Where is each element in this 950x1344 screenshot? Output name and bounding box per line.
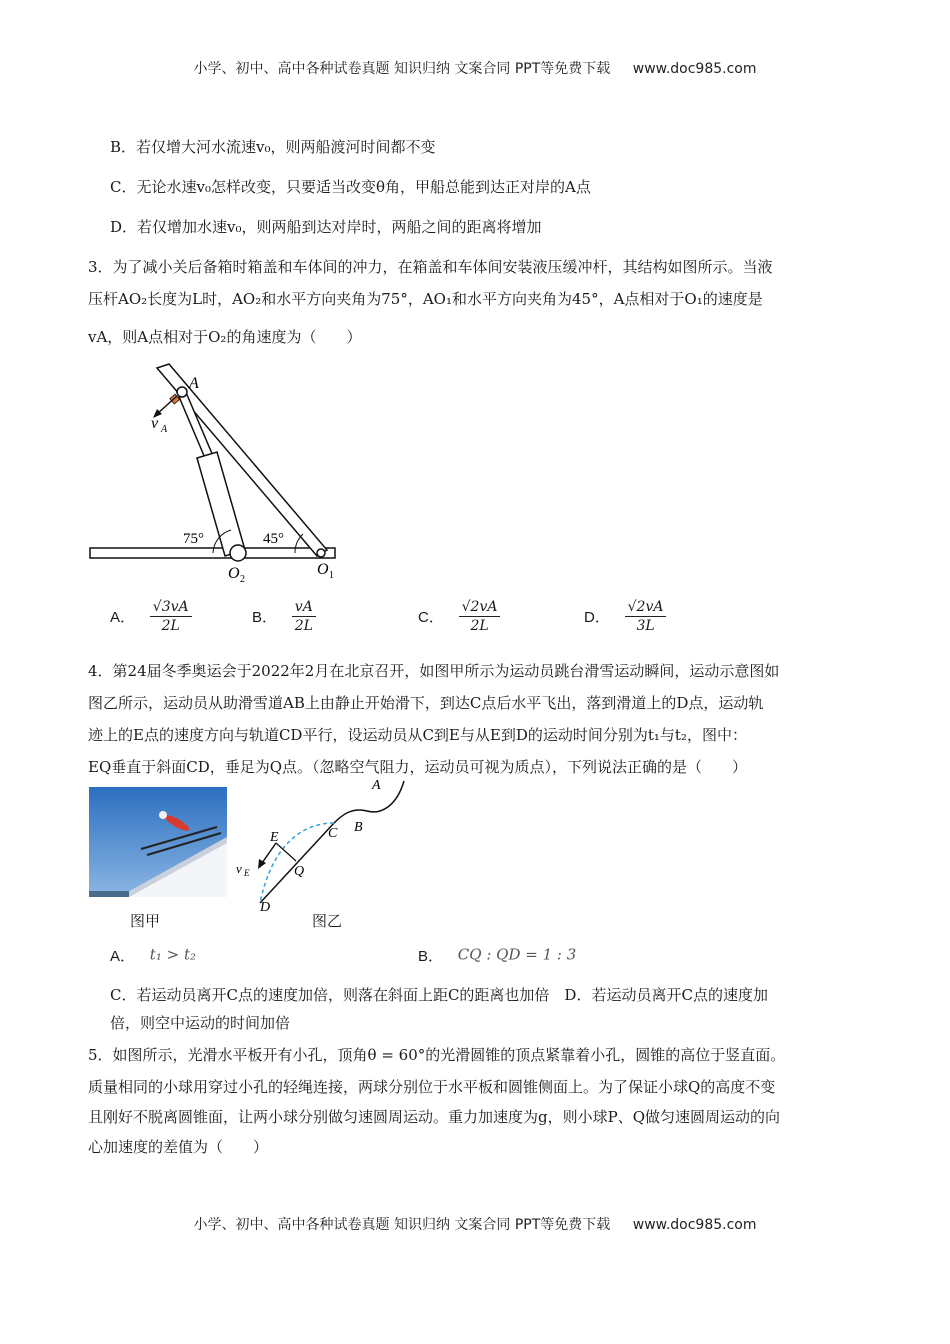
label-d: D: [260, 900, 271, 915]
ve-arrow-head: [258, 859, 266, 869]
caption-fig-jia: 图甲: [130, 912, 161, 930]
label-ve-sub: E: [244, 868, 250, 878]
label-b: B: [354, 820, 363, 835]
choice-label: D．: [584, 609, 610, 626]
choice-expression: CQ : QD = 1 : 3: [457, 945, 577, 964]
q4-stem-line3: 迹上的E点的速度方向与轨道CD平行，设运动员从C到E与从E到D的运动时间分别为t₁与t₂，图中：: [88, 726, 747, 744]
q4-choice-b[interactable]: [418, 945, 576, 966]
q3-choice-a[interactable]: [110, 598, 192, 635]
pivot-a: [177, 387, 187, 397]
pivot-o1: [317, 549, 325, 557]
fraction-numerator: √2vA: [625, 598, 667, 617]
q5-stem-line1: 5．如图所示，光滑水平板开有小孔，顶角θ = 60°的光滑圆锥的顶点紧靠着小孔，圆锥的高位于竖直面。: [88, 1046, 786, 1064]
choice-fraction: [150, 598, 192, 635]
q3-choice-d[interactable]: [584, 598, 666, 635]
q4-option-cd-line1: C．若运动员离开C点的速度加倍，则落在斜面上距C的距离也加倍 D．若运动员离开C点的速度加: [110, 986, 768, 1004]
page-footer: [0, 1214, 950, 1234]
base-bar: [90, 548, 335, 558]
label-ve: v: [236, 861, 242, 876]
q3-stem-line1: 3．为了减小关后备箱时箱盖和车体间的冲力，在箱盖和车体间安装液压缓冲杆，其结构如图所示。当液: [88, 258, 773, 276]
q3-stem-line2: 压杆AO₂长度为L时，AO₂和水平方向夹角为75°，AO₁和水平方向夹角为45°，A点相对于O₁的速度是: [88, 290, 763, 308]
label-o1: O: [317, 561, 329, 578]
ramp-curve-ab: [334, 781, 404, 823]
ve-arrow-line: [262, 843, 276, 863]
fraction-numerator: vA: [292, 598, 316, 617]
choice-fraction: [625, 598, 667, 635]
label-o2-sub: 2: [240, 574, 245, 585]
velocity-arrow-line: [157, 396, 177, 414]
label-o2: O: [228, 565, 240, 582]
choice-expression: t₁ > t₂: [149, 945, 196, 964]
q3-stem-line3: vA，则A点相对于O₂的角速度为（ ）: [88, 328, 362, 346]
choice-label: A．: [110, 609, 136, 626]
label-45: 45°: [263, 531, 284, 547]
label-q: Q: [294, 864, 305, 879]
q4-choice-a[interactable]: [110, 945, 196, 966]
label-o1-sub: 1: [329, 570, 334, 581]
q5-stem-line3: 且刚好不脱离圆锥面，让两小球分别做匀速圆周运动。重力加速度为g，则小球P、Q做匀速圆周运动的向: [88, 1108, 780, 1126]
ski-jump-photo: [89, 787, 227, 897]
label-75: 75°: [183, 531, 204, 547]
label-va-sub: A: [161, 424, 168, 435]
q3-choice-c[interactable]: [418, 598, 500, 635]
footer-url[interactable]: www.doc985.com: [632, 1217, 757, 1233]
q2-option-c: C．无论水速v₀怎样改变，只要适当改变θ角，甲船总能到达正对岸的A点: [110, 178, 591, 196]
label-a: A: [372, 778, 381, 793]
choice-label: B．: [252, 609, 278, 626]
header-url[interactable]: www.doc985.com: [632, 61, 757, 77]
page-header: [0, 58, 950, 78]
label-e: E: [270, 830, 279, 845]
label-c: C: [328, 826, 338, 841]
label-va: v: [151, 415, 159, 432]
eq-perpendicular: [276, 843, 296, 861]
q3-choice-b[interactable]: [252, 598, 316, 635]
choice-fraction: [292, 598, 316, 635]
q5-stem-line2: 质量相同的小球用穿过小孔的轻绳连接，两球分别位于水平板和圆锥侧面上。为了保证小球Q的高度不变: [88, 1078, 776, 1096]
q2-option-d: D．若仅增加水速v₀，则两船到达对岸时，两船之间的距离将增加: [110, 218, 542, 236]
header-text: 小学、初中、高中各种试卷真题 知识归纳 文案合同 PPT等免费下载: [193, 61, 611, 77]
fraction-numerator: √2vA: [459, 598, 501, 617]
q4-option-cd-line2: 倍，则空中运动的时间加倍: [110, 1014, 291, 1032]
q3-hydraulic-diagram: [85, 360, 345, 590]
label-a: A: [189, 375, 199, 392]
hydraulic-cylinder: [197, 452, 245, 556]
fraction-denominator: 2L: [470, 618, 489, 634]
photo-skier-helmet: [159, 811, 167, 819]
ski-trajectory-diagram: [232, 775, 412, 915]
footer-text: 小学、初中、高中各种试卷真题 知识归纳 文案合同 PPT等免费下载: [193, 1217, 611, 1233]
fraction-denominator: 2L: [161, 618, 180, 634]
pivot-o2: [230, 545, 246, 561]
caption-fig-yi: 图乙: [312, 912, 343, 930]
q4-stem-line2: 图乙所示，运动员从助滑雪道AB上由静止开始滑下，到达C点后水平飞出，落到滑道上的D点，运动轨: [88, 694, 764, 712]
choice-label: A．: [110, 948, 136, 965]
choice-label: C．: [418, 609, 444, 626]
q4-stem-line1: 4．第24届冬季奥运会于2022年2月在北京召开，如图甲所示为运动员跳台滑雪运动瞬间，运动示意图如: [88, 662, 780, 680]
fraction-denominator: 2L: [294, 618, 313, 634]
choice-fraction: [459, 598, 501, 635]
fraction-numerator: √3vA: [150, 598, 192, 617]
choice-label: B．: [418, 948, 444, 965]
photo-horizon: [89, 891, 129, 897]
q5-stem-line4: 心加速度的差值为（ ）: [88, 1138, 269, 1156]
fraction-denominator: 3L: [636, 618, 655, 634]
q4-stem-line4: EQ垂直于斜面CD，垂足为Q点。（忽略空气阻力，运动员可视为质点），下列说法正确的是（ ）: [88, 758, 748, 776]
q2-option-b: B．若仅增大河水流速v₀，则两船渡河时间都不变: [110, 138, 436, 156]
